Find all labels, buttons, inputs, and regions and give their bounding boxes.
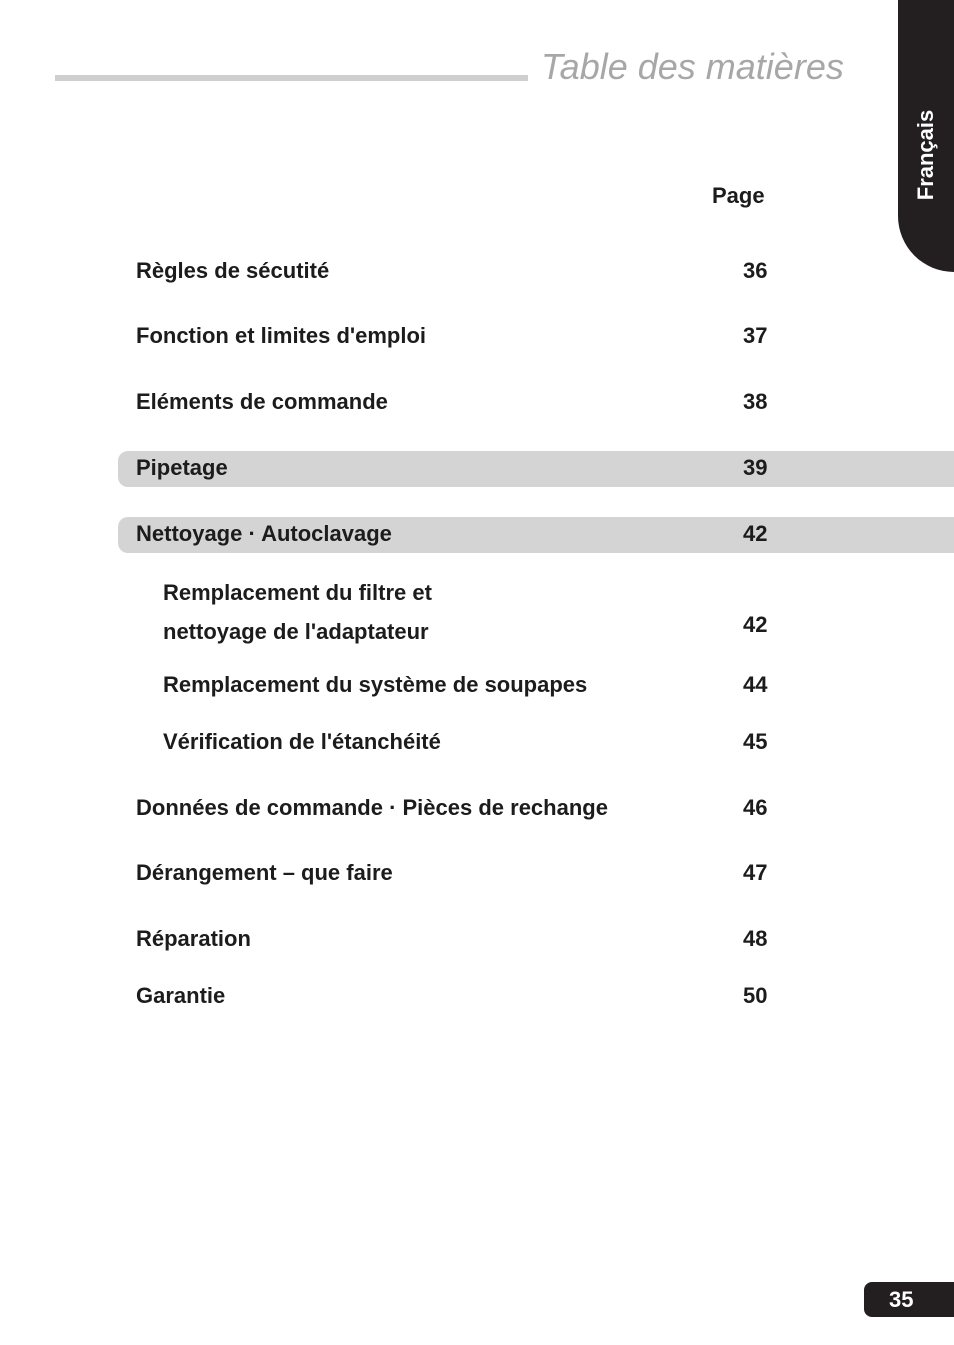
page-title: Table des matières [541, 46, 844, 87]
toc-subentry[interactable] [118, 668, 954, 704]
toc-entry[interactable] [118, 385, 954, 421]
toc-entry-page: 36 [743, 258, 768, 283]
toc-entry[interactable] [118, 856, 954, 892]
toc-entry-title: Remplacement du filtre et nettoyage de l'adaptateur [163, 580, 432, 644]
toc-entry-page: 42 [743, 521, 768, 546]
toc-entry-title: Dérangement – que faire [136, 860, 393, 885]
language-tab-label: Français [913, 109, 938, 201]
toc-entry-title: Vérification de l'étanchéité [163, 729, 441, 754]
toc-entry-highlighted[interactable] [118, 451, 954, 487]
toc-entry-page: 50 [743, 983, 768, 1008]
toc-entry-title: Nettoyage · Autoclavage [136, 521, 392, 546]
toc-entry-highlighted[interactable] [118, 517, 954, 553]
toc-entry[interactable] [118, 791, 954, 827]
toc-entry-page: 47 [743, 860, 768, 885]
toc-entry-title: Remplacement du système de soupapes [163, 672, 588, 697]
toc-entry-title: Données de commande · Pièces de rechange [136, 795, 608, 820]
toc-entry-title: Règles de sécutité [136, 258, 330, 283]
toc-entry-page: 45 [743, 729, 768, 754]
toc-entry-title: Pipetage [136, 455, 228, 480]
toc-entry-title: Eléments de commande [136, 389, 388, 414]
toc-entry[interactable] [118, 254, 954, 290]
toc-entry-title: Réparation [136, 926, 251, 951]
toc-subentry[interactable] [118, 725, 954, 761]
toc-entry-page: 48 [743, 926, 768, 951]
page-number: 35 [889, 1287, 914, 1312]
toc-entry[interactable] [118, 319, 954, 355]
toc-entry-page: 39 [743, 455, 768, 480]
toc-entry-page: 38 [743, 389, 768, 414]
toc-entry[interactable] [118, 979, 954, 1015]
toc-entry-page: 46 [743, 795, 768, 820]
toc-entry-page: 42 [743, 612, 768, 637]
toc-entry-page: 37 [743, 323, 768, 348]
toc-entry-title: Fonction et limites d'emploi [136, 323, 427, 348]
toc-entry[interactable] [118, 922, 954, 958]
toc-entry-title: Garantie [136, 983, 226, 1008]
page-column-heading: Page [712, 183, 765, 208]
toc-subentry[interactable] [118, 580, 954, 644]
toc-entry-page: 44 [743, 672, 768, 697]
